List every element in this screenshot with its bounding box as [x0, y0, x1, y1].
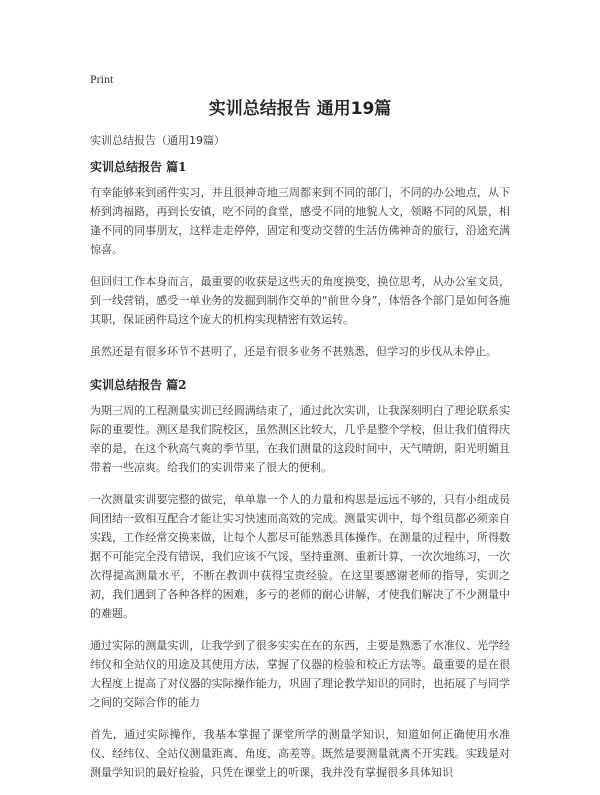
document-subtitle: 实训总结报告（通用19篇）	[90, 134, 225, 147]
paragraph: 虽然还是有很多环节不甚明了，还是有很多业务不甚熟悉，但学习的步伐从未停止。	[90, 345, 497, 358]
paragraph: 有幸能够来到函件实习，并且很神奇地三周都来到不同的部门，不同的办公地点，从下桥到鸿福路，再到长安镇，吃不同的食堂，感受不同的地貌人文，领略不同的风景，相逢不同的同事朋友，这样走走停停，固定和变动交替的生活仿佛神奇的旅行，沿途充满惊喜。	[90, 186, 510, 256]
paragraph: 通过实际的测量实训，让我学到了很多实实在在的东西，主要是熟悉了水准仪、光学经纬仪和全站仪的用途及其使用方法，掌握了仪器的检验和校正方法等。最重要的是在很大程度上提高了对仪器的实际操作能力，巩固了理论教学知识的同时，也拓展了与同学之间的交际合作的能力	[90, 639, 510, 709]
print-link[interactable]: Print	[90, 72, 114, 86]
section-heading-1: 实训总结报告 篇1	[90, 160, 187, 174]
paragraph: 一次测量实训要完整的做完，单单靠一个人的力量和构思是远远不够的，只有小组成员间团结一致相互配合才能让实习快速而高效的完成。测量实训中，每个组员都必须亲自实践，工作经常交换来做，让每个人都尽可能熟悉具体操作。在测量的过程中，所得数据不可能完全没有错误，我们应该不气馁，坚持重测、重新计算，一次次地练习，一次次得提高测量水平，不断在教训中获得宝贵经验。在这里要感谢老师的指导，实训之初，我们遇到了各种各样的困难，多亏的老师的耐心讲解，才使我们解决了不少测量中的难题。	[90, 493, 510, 620]
paragraph: 首先，通过实际操作，我基本掌握了课堂所学的测量学知识，知道如何正确使用水准仪、经纬仪、全站仪测量距离、角度、高差等。既然是要测量就离不开实践。实践是对测量学知识的最好检验，只凭在课堂上的听课，我并没有掌握很多具体知识	[90, 728, 510, 779]
document-body	[90, 132, 510, 795]
paragraph: 为期三周的工程测量实训已经圆满结束了，通过此次实训，让我深刻明白了理论联系实际的重要性。测区是我们院校区，虽然测区比较大，几乎是整个学校，但让我们值得庆幸的是，在这个秋高气爽的季节里，在我们测量的这段时间中，天气晴朗，阳光明媚且带着一些凉爽。给我们的实训带来了很大的便利。	[90, 404, 510, 474]
page-title: 实训总结报告 通用19篇	[208, 99, 392, 119]
paragraph: 但回归工作本身而言，最重要的收获是这些天的角度换变，换位思考，从办公室文员，到一线营销，感受一单业务的发掘到制作交单的“前世今身”，体悟各个部门是如何各施其职，保证函件局这个庞大的机构实现精密有效运转。	[90, 275, 510, 326]
section-heading-2: 实训总结报告 篇2	[90, 378, 187, 392]
